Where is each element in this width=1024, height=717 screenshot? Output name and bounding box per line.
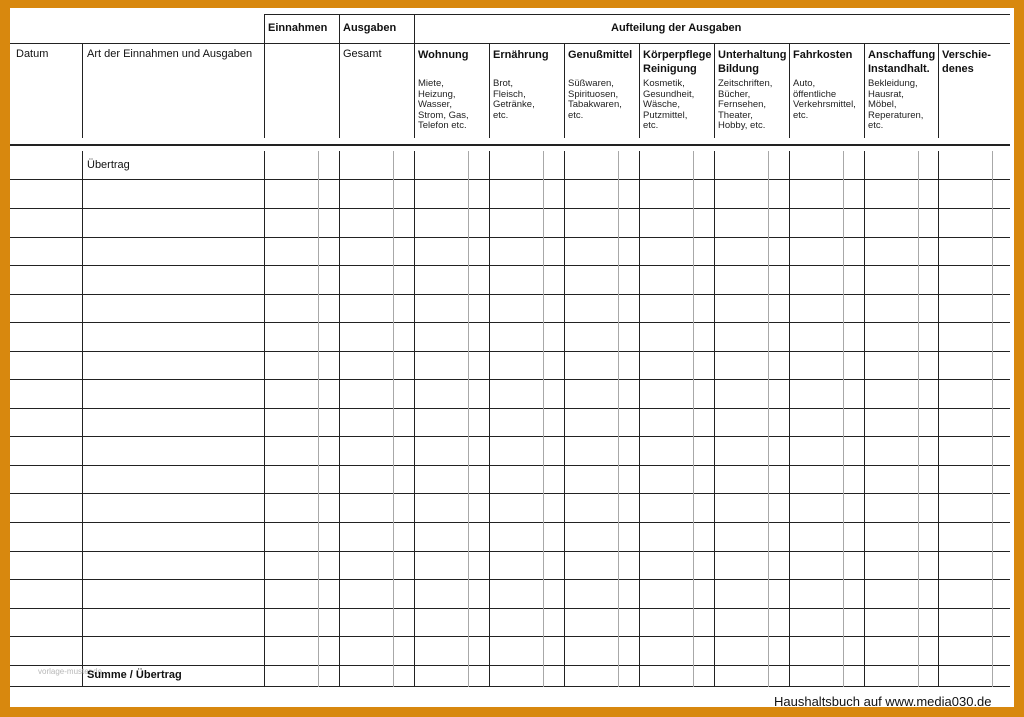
category-title: denes xyxy=(942,63,974,75)
category-title: Genußmittel xyxy=(568,49,633,61)
col-border-category-header xyxy=(864,43,865,138)
category-description-line: Hobby, etc. xyxy=(718,120,766,132)
category-description-line: Reperaturen, xyxy=(868,109,924,121)
category-description-line: Wäsche, xyxy=(643,99,680,111)
column-type: Art der Einnahmen und Ausgaben xyxy=(87,48,253,60)
category-description-line: Bekleidung, xyxy=(868,78,918,89)
row-divider xyxy=(10,665,1010,666)
col-border-money-header xyxy=(414,14,415,138)
cents-separator xyxy=(843,151,844,687)
row-divider xyxy=(10,294,1010,295)
category-description-line: Verkehrsmittel, xyxy=(793,99,856,111)
category-description-line: Heizung, xyxy=(418,88,456,100)
row-divider xyxy=(10,208,1010,209)
header-breakdown: Aufteilung der Ausgaben xyxy=(611,22,742,34)
category-column-header xyxy=(718,48,787,132)
category-title: Fahrkosten xyxy=(793,49,853,61)
col-border-category-header xyxy=(639,43,640,138)
category-description-line: etc. xyxy=(868,120,884,132)
category-description xyxy=(718,79,772,132)
category-description-line: Bücher, xyxy=(718,88,751,100)
rule-header-end xyxy=(10,144,1010,146)
row-divider xyxy=(10,522,1010,523)
column-date: Datum xyxy=(16,48,49,60)
cents-separator xyxy=(693,151,694,687)
cents-separator xyxy=(992,151,993,687)
category-column-header xyxy=(942,48,991,76)
cents-separator xyxy=(318,151,319,687)
category-description-line: Tabakwaren, xyxy=(568,99,622,111)
col-border-body xyxy=(264,151,265,687)
category-title: Körperpflege xyxy=(643,49,712,61)
category-description-line: Spirituosen, xyxy=(568,88,619,100)
category-description xyxy=(868,79,923,132)
watermark: vorlage-muster.de xyxy=(38,667,103,676)
category-description-line: Hausrat, xyxy=(868,88,904,100)
category-description-line: etc. xyxy=(643,120,659,132)
category-description-line: Zeitschriften, xyxy=(718,78,773,89)
category-description-line: etc. xyxy=(493,109,509,121)
category-description-line: Süßwaren, xyxy=(568,78,614,89)
category-description-line: Möbel, xyxy=(868,99,897,111)
cents-separator xyxy=(468,151,469,687)
cents-separator xyxy=(768,151,769,687)
category-column-header xyxy=(868,48,936,132)
col-border-body xyxy=(414,151,415,687)
col-border-body xyxy=(639,151,640,687)
category-description-line: Strom, Gas, xyxy=(418,109,469,121)
col-border-category-header xyxy=(714,43,715,138)
category-description-line: Gesundheit, xyxy=(643,88,695,100)
category-description-line: öffentliche xyxy=(793,88,837,100)
category-title: Anschaffung xyxy=(868,49,936,61)
col-border-category-header xyxy=(789,43,790,138)
household-book-sheet xyxy=(10,8,1014,707)
carry-over-label: Übertrag xyxy=(87,159,130,171)
category-column-header xyxy=(568,48,633,121)
sum-carry-over-label: Summe / Übertrag xyxy=(87,669,182,681)
category-title: Bildung xyxy=(718,63,759,75)
rule-header-bottom xyxy=(10,43,1010,44)
category-description-line: Theater, xyxy=(718,109,753,121)
column-total: Gesamt xyxy=(343,48,382,60)
col-border-category-header xyxy=(489,43,490,138)
header-expense: Ausgaben xyxy=(343,22,397,34)
category-description-line: Putzmittel, xyxy=(643,109,688,121)
category-column-header xyxy=(643,48,712,132)
category-title: Instandhalt. xyxy=(868,63,930,75)
col-border-body xyxy=(82,151,83,687)
cents-separator xyxy=(393,151,394,687)
col-border-body xyxy=(564,151,565,687)
category-description-line: Fleisch, xyxy=(493,88,526,100)
row-divider xyxy=(10,465,1010,466)
row-divider xyxy=(10,379,1010,380)
category-description-line: Telefon etc. xyxy=(418,120,467,132)
category-description-line: Wasser, xyxy=(418,99,452,111)
cents-separator xyxy=(618,151,619,687)
row-divider xyxy=(10,351,1010,352)
category-title: Reinigung xyxy=(643,63,697,75)
cents-separator xyxy=(543,151,544,687)
col-border-body xyxy=(339,151,340,687)
category-description-line: etc. xyxy=(793,109,809,121)
col-border-body xyxy=(714,151,715,687)
category-title: Wohnung xyxy=(418,49,469,61)
category-description xyxy=(568,79,622,121)
row-divider xyxy=(10,636,1010,637)
category-title: Ernährung xyxy=(493,49,549,61)
row-divider xyxy=(10,436,1010,437)
row-divider xyxy=(10,265,1010,266)
category-description-line: Miete, xyxy=(418,78,444,89)
category-description xyxy=(793,79,856,121)
category-title: Verschie- xyxy=(942,49,991,61)
col-border-body xyxy=(938,151,939,687)
category-description-line: Kosmetik, xyxy=(643,78,685,89)
rule-top xyxy=(264,14,1010,15)
row-divider xyxy=(10,322,1010,323)
col-border-body xyxy=(489,151,490,687)
col-border-money-header xyxy=(264,14,265,138)
row-divider xyxy=(10,608,1010,609)
header-income: Einnahmen xyxy=(268,22,328,34)
col-border-body xyxy=(864,151,865,687)
category-column-header xyxy=(493,48,549,121)
category-description-line: Brot, xyxy=(493,78,514,89)
category-description-line: Getränke, xyxy=(493,99,535,111)
category-title: Unterhaltung xyxy=(718,49,787,61)
category-column-header xyxy=(418,48,469,132)
cents-separator xyxy=(918,151,919,687)
col-border-category-header xyxy=(564,43,565,138)
row-divider xyxy=(10,493,1010,494)
rule-bottom xyxy=(10,686,1010,687)
col-border-money-header xyxy=(339,14,340,138)
category-description-line: Auto, xyxy=(793,78,816,89)
col-border-category-header xyxy=(938,43,939,138)
category-description xyxy=(493,79,535,121)
row-divider xyxy=(10,551,1010,552)
row-divider xyxy=(10,408,1010,409)
category-description xyxy=(643,79,694,132)
category-description-line: etc. xyxy=(568,109,584,121)
row-divider xyxy=(10,179,1010,180)
category-description xyxy=(418,79,469,132)
category-description-line: Fernsehen, xyxy=(718,99,767,111)
col-border-type xyxy=(82,43,83,138)
col-border-body xyxy=(789,151,790,687)
category-column-header xyxy=(793,48,856,121)
row-divider xyxy=(10,579,1010,580)
footer-source: Haushaltsbuch auf www.media030.de xyxy=(774,694,992,707)
row-divider xyxy=(10,237,1010,238)
